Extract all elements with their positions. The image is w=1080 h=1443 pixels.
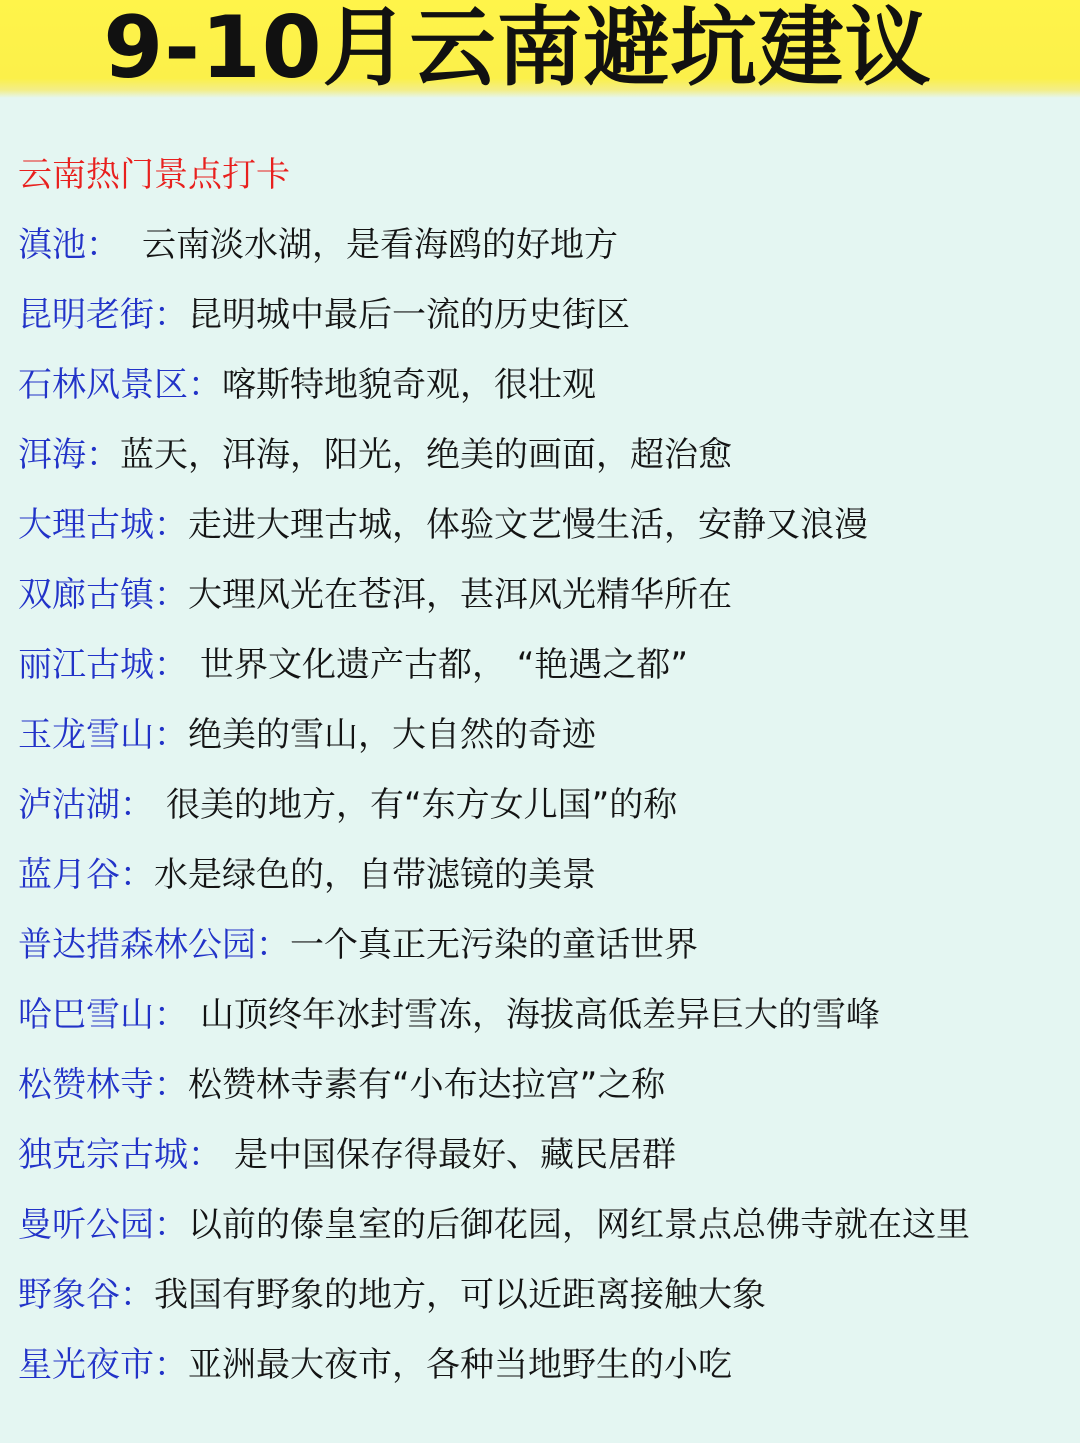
- list-item: [18, 222, 970, 292]
- attraction-description: 我国有野象的地方，可以近距离接触大象: [154, 1275, 766, 1315]
- attraction-name: 滇池：: [18, 225, 120, 265]
- list-item: [18, 712, 970, 782]
- attraction-name: 洱海：: [18, 435, 120, 475]
- attraction-name: 曼听公园：: [18, 1205, 188, 1245]
- attraction-description: 走进大理古城，体验文艺慢生活，安静又浪漫: [188, 505, 868, 545]
- attraction-description: 以前的傣皇室的后御花园，网红景点总佛寺就在这里: [188, 1205, 970, 1245]
- attraction-name: 泸沽湖：: [18, 785, 154, 825]
- page-title: 9-10月云南避坑建议: [103, 0, 932, 98]
- attraction-name: 丽江古城：: [18, 645, 188, 685]
- attraction-name: 独克宗古城：: [18, 1135, 222, 1175]
- list-item: [18, 1342, 970, 1412]
- attraction-description: 一个真正无污染的童话世界: [290, 925, 698, 965]
- attraction-description: 亚洲最大夜市，各种当地野生的小吃: [188, 1345, 732, 1385]
- list-item: [18, 782, 970, 852]
- attraction-name: 蓝月谷：: [18, 855, 154, 895]
- attraction-name: 石林风景区：: [18, 365, 222, 405]
- attraction-name: 星光夜市：: [18, 1345, 188, 1385]
- attraction-name: 野象谷：: [18, 1275, 154, 1315]
- attraction-description: 喀斯特地貌奇观，很壮观: [222, 365, 596, 405]
- list-item: [18, 1202, 970, 1272]
- attraction-description: 山顶终年冰封雪冻，海拔高低差异巨大的雪峰: [200, 995, 880, 1035]
- attraction-name: 松赞林寺：: [18, 1065, 188, 1105]
- attraction-name: 哈巴雪山：: [18, 995, 188, 1035]
- list-item: [18, 502, 970, 572]
- attraction-name: 普达措森林公园：: [18, 925, 290, 965]
- title-banner: [0, 0, 1080, 98]
- attraction-description: 昆明城中最后一流的历史街区: [188, 295, 630, 335]
- list-item: [18, 642, 970, 712]
- attraction-description: 松赞林寺素有“小布达拉宫”之称: [188, 1065, 666, 1105]
- list-item: [18, 992, 970, 1062]
- attraction-list: [18, 222, 970, 1412]
- list-item: [18, 922, 970, 992]
- attraction-description: 蓝天，洱海，阳光，绝美的画面，超治愈: [120, 435, 732, 475]
- attraction-name: 玉龙雪山：: [18, 715, 188, 755]
- attraction-description: 大理风光在苍洱，甚洱风光精华所在: [188, 575, 732, 615]
- section-heading: 云南热门景点打卡: [18, 155, 290, 195]
- attraction-description: 云南淡水湖，是看海鸥的好地方: [142, 225, 618, 265]
- list-item: [18, 1272, 970, 1342]
- attraction-description: 世界文化遗产古都， “艳遇之都”: [200, 645, 689, 685]
- attraction-description: 绝美的雪山，大自然的奇迹: [188, 715, 596, 755]
- list-item: [18, 1062, 970, 1132]
- list-item: [18, 1132, 970, 1202]
- attraction-name: 昆明老街：: [18, 295, 188, 335]
- list-item: [18, 432, 970, 502]
- list-item: [18, 572, 970, 642]
- attraction-description: 是中国保存得最好、藏民居群: [234, 1135, 676, 1175]
- list-item: [18, 852, 970, 922]
- attraction-name: 双廊古镇：: [18, 575, 188, 615]
- attraction-description: 很美的地方，有“东方女儿国”的称: [166, 785, 678, 825]
- attraction-description: 水是绿色的，自带滤镜的美景: [154, 855, 596, 895]
- list-item: [18, 292, 970, 362]
- list-item: [18, 362, 970, 432]
- attraction-name: 大理古城：: [18, 505, 188, 545]
